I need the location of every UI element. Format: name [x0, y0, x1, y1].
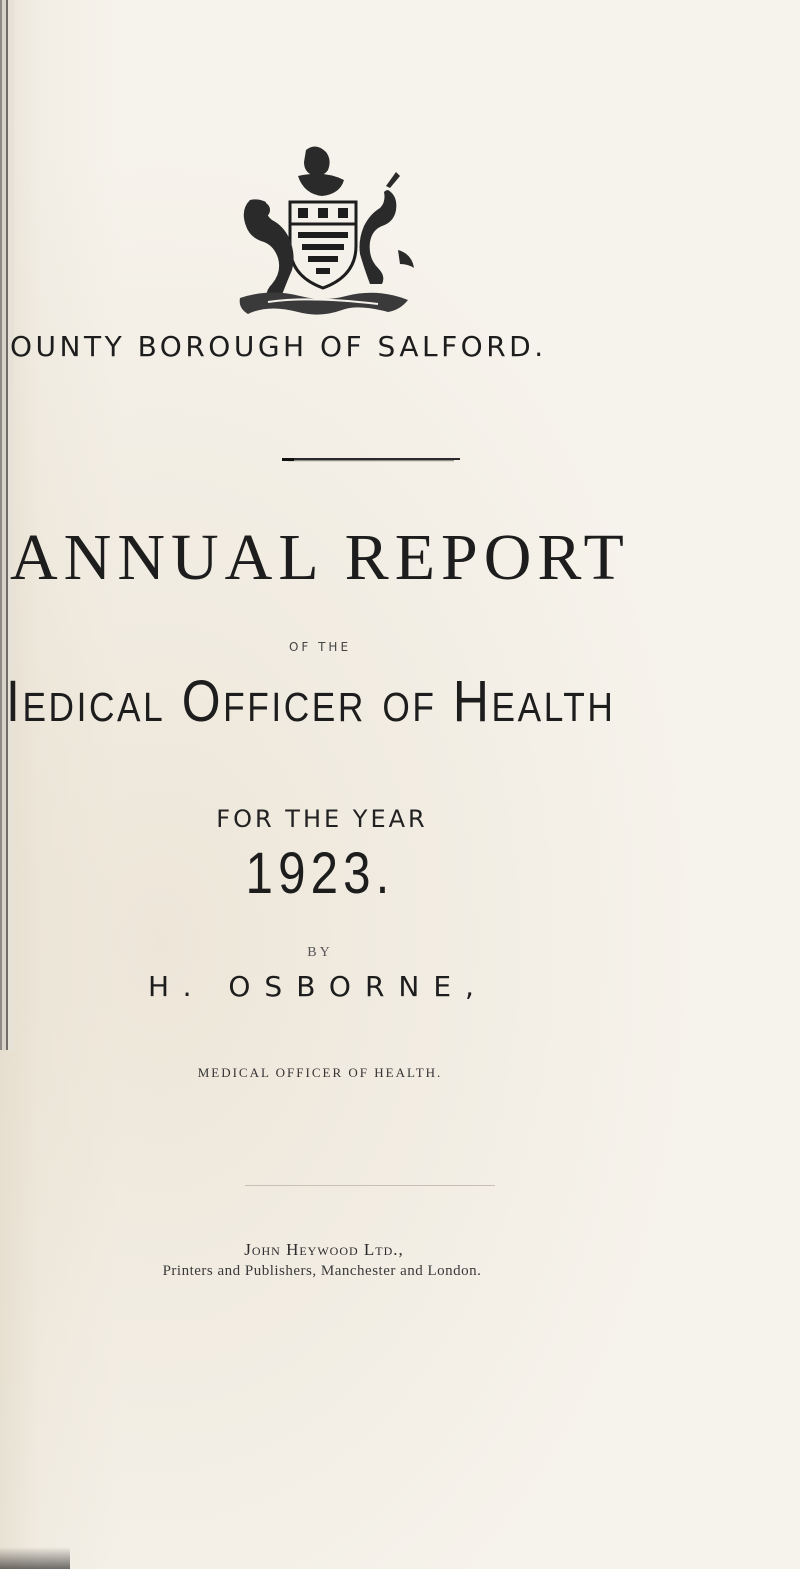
- of-the-label: OF THE: [288, 640, 352, 654]
- divider: [245, 1185, 495, 1186]
- report-year: 1923.: [245, 841, 395, 906]
- by-label: BY: [307, 945, 333, 960]
- coat-of-arms-emblem: [228, 140, 418, 325]
- printer-name: John Heywood Ltd.,: [244, 1240, 404, 1259]
- borough-title: OUNTY BOROUGH OF SALFORD.: [10, 330, 547, 363]
- for-the-year-label: FOR THE YEAR: [216, 805, 428, 833]
- ornamental-rule: [282, 458, 460, 462]
- report-title: ANNUAL REPORT: [10, 521, 630, 594]
- printer-address: Printers and Publishers, Manchester and London.: [162, 1263, 482, 1279]
- author-role: MEDICAL OFFICER OF HEALTH.: [197, 1065, 443, 1080]
- corner-shadow: [0, 1547, 70, 1569]
- author-name: H. OSBORNE,: [148, 970, 488, 1003]
- report-subject-title: Iedical Officer of Health: [6, 669, 616, 734]
